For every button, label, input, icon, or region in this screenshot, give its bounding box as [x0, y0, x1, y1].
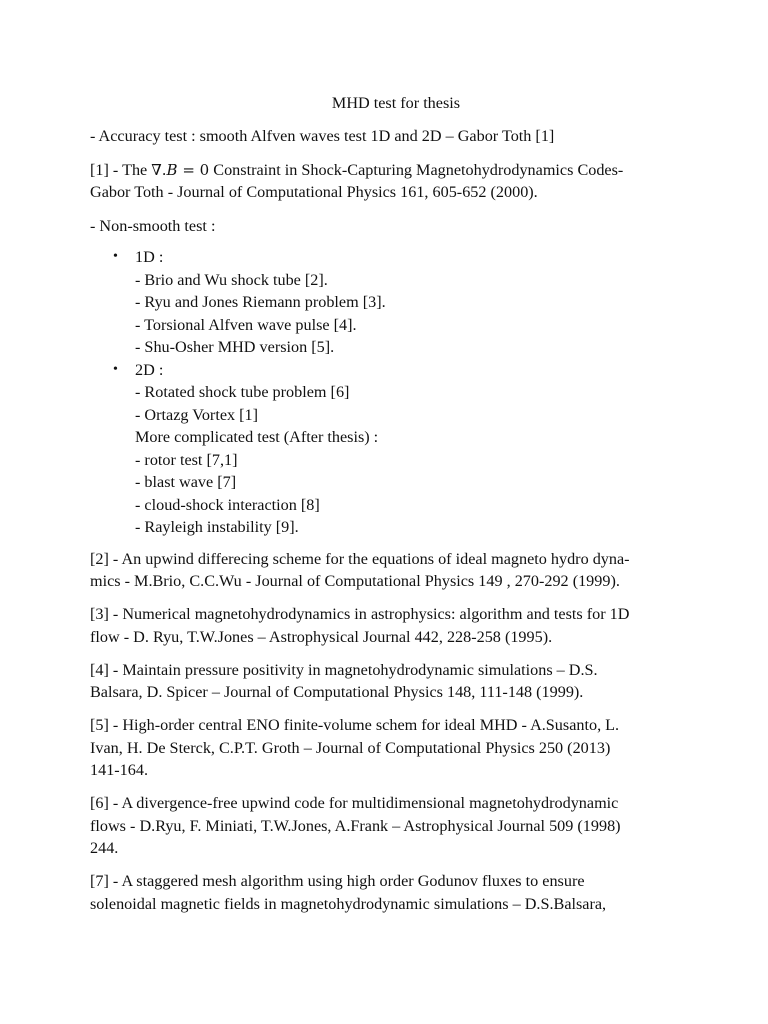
list-item: - cloud-shock interaction [8] — [135, 495, 320, 514]
bullet-icon: • — [113, 249, 118, 264]
reference-line: Balsara, D. Spicer – Journal of Computational Physics 148, 111-148 (1999). — [90, 683, 584, 701]
list-item: - Rayleigh instability [9]. — [135, 518, 299, 536]
reference-6 — [90, 792, 690, 860]
reference-line: 141-164. — [90, 761, 148, 779]
reference-2 — [90, 548, 690, 593]
reference-3 — [90, 603, 690, 648]
math-expression — [151, 161, 209, 179]
page-title: MHD test for thesis — [331, 94, 461, 112]
dot-symbol: . — [161, 160, 167, 179]
list-item-2d — [90, 359, 690, 539]
reference-line: [6] - A divergence-free upwind code for multidimensional magnetohydrodynamic — [90, 794, 619, 812]
non-smooth-heading: - Non-smooth test : — [90, 216, 216, 235]
list-item: - Ryu and Jones Riemann problem [3]. — [135, 293, 386, 311]
list-item-1d — [90, 246, 690, 359]
reference-line: 244. — [90, 839, 119, 857]
reference-line: [4] - Maintain pressure positivity in magnetohydrodynamic simulations – D.S. — [90, 660, 598, 679]
list-item: - blast wave [7] — [135, 473, 237, 491]
equals-zero: = 0 — [177, 160, 210, 179]
nabla-symbol: ∇ — [151, 160, 162, 179]
group-heading: 1D : — [135, 248, 164, 266]
b-symbol: B — [166, 160, 178, 179]
reference-7 — [90, 870, 690, 915]
reference-line: solenoidal magnetic fields in magnetohydrodynamic simulations – D.S.Balsara, — [90, 894, 607, 913]
reference-line: [2] - An upwind differecing scheme for the equations of ideal magneto hydro dyna- — [90, 549, 630, 568]
reference-line: [7] - A staggered mesh algorithm using high order Godunov fluxes to ensure — [90, 872, 585, 890]
reference-1-prefix: [1] - The — [90, 160, 152, 179]
list-item: More complicated test (After thesis) : — [135, 428, 379, 446]
reference-1-rest: Constraint in Shock-Capturing Magnetohydrodynamics Codes- — [209, 160, 624, 179]
group-heading: 2D : — [135, 360, 164, 379]
list-item: - rotor test [7,1] — [135, 450, 238, 469]
document-page — [90, 92, 690, 926]
reference-1 — [90, 159, 690, 204]
reference-5 — [90, 714, 690, 782]
references — [90, 548, 690, 916]
bullet-icon: • — [113, 361, 118, 377]
accuracy-test-line: - Accuracy test : smooth Alfven waves test 1D and 2D – Gabor Toth [1] — [90, 127, 555, 145]
test-list — [90, 246, 690, 539]
reference-line: Ivan, H. De Sterck, C.P.T. Groth – Journal of Computational Physics 250 (2013) — [90, 738, 611, 757]
reference-4 — [90, 659, 690, 704]
reference-line: mics - M.Brio, C.C.Wu - Journal of Computational Physics 149 , 270-292 (1999). — [90, 572, 620, 590]
list-item: - Shu-Osher MHD version [5]. — [135, 338, 335, 356]
reference-1-line2: Gabor Toth - Journal of Computational Physics 161, 605-652 (2000). — [90, 183, 538, 201]
reference-line: flows - D.Ryu, F. Miniati, T.W.Jones, A.Frank – Astrophysical Journal 509 (1998) — [90, 816, 621, 835]
list-item: - Torsional Alfven wave pulse [4]. — [135, 315, 357, 334]
reference-line: [3] - Numerical magnetohydrodynamics in astrophysics: algorithm and tests for 1D — [90, 605, 630, 623]
reference-line: flow - D. Ryu, T.W.Jones – Astrophysical Journal 442, 228-258 (1995). — [90, 627, 553, 646]
list-item: - Ortazg Vortex [1] — [135, 405, 259, 424]
list-item: - Brio and Wu shock tube [2]. — [135, 270, 328, 289]
list-item: - Rotated shock tube problem [6] — [135, 383, 350, 401]
reference-line: [5] - High-order central ENO finite-volume schem for ideal MHD - A.Susanto, L. — [90, 716, 620, 734]
